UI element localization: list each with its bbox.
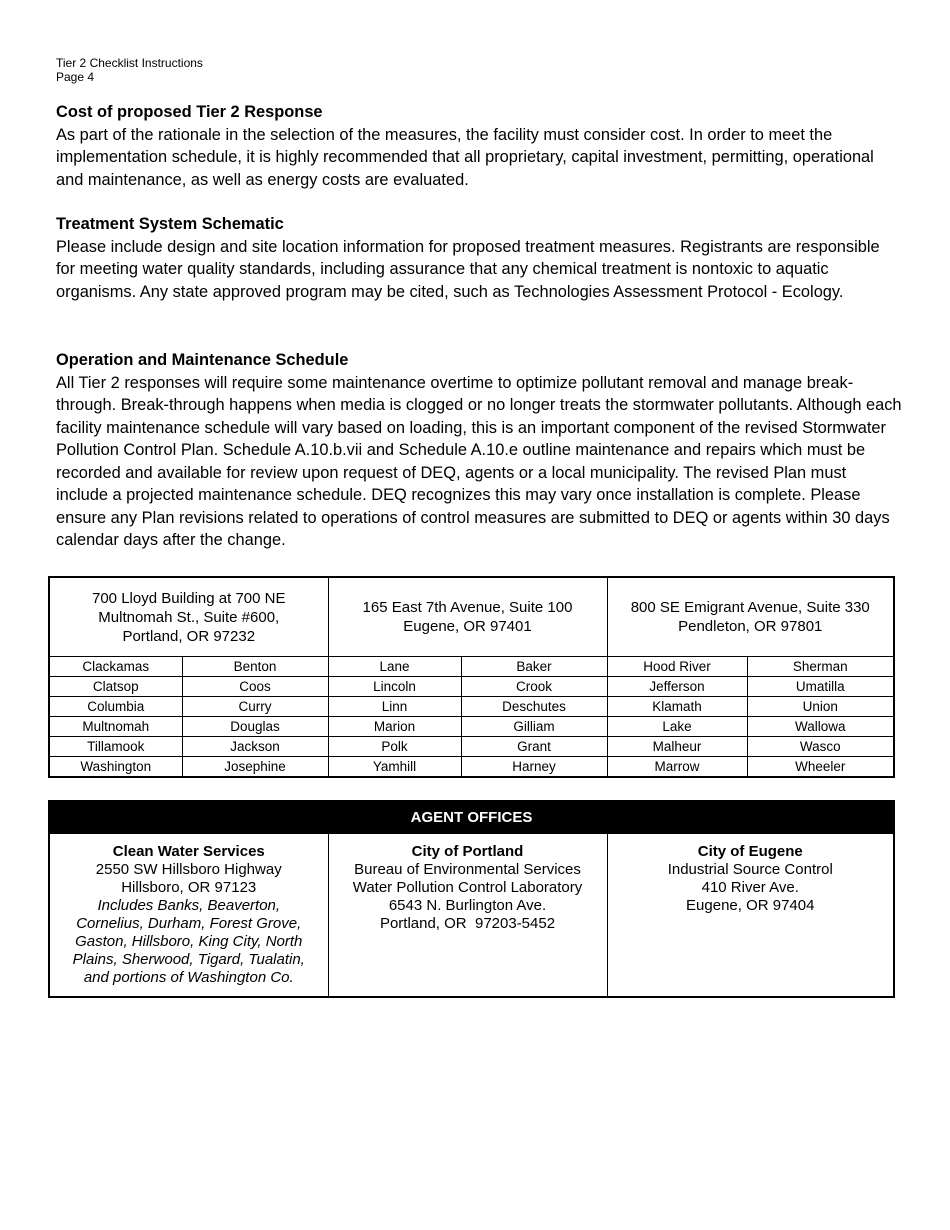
county-cell: Lincoln — [328, 677, 461, 697]
county-cell: Curry — [182, 697, 328, 717]
agent-office-note: Plains, Sherwood, Tigard, Tualatin, — [72, 951, 305, 968]
header-page-number: Page 4 — [56, 70, 95, 84]
county-cell: Jackson — [182, 737, 328, 757]
agent-office-name: City of Portland — [411, 843, 524, 860]
county-cell: Union — [747, 697, 894, 717]
county-cell: Jefferson — [607, 677, 747, 697]
county-cell: Hood River — [607, 657, 747, 677]
agent-office-line: 2550 SW Hillsboro Highway — [95, 861, 282, 878]
county-cell: Josephine — [182, 757, 328, 778]
county-cell: Baker — [461, 657, 607, 677]
county-cell: Wheeler — [747, 757, 894, 778]
county-cell: Harney — [461, 757, 607, 778]
county-cell: Coos — [182, 677, 328, 697]
agent-office-line: Industrial Source Control — [667, 861, 833, 878]
agent-office-clean-water-services — [49, 834, 328, 997]
section-title: Cost of proposed Tier 2 Response — [56, 103, 323, 121]
agent-office-line: Eugene, OR 97404 — [686, 897, 815, 914]
office-address-portland: 700 Lloyd Building at 700 NE Multnomah St., Suite #600, Portland, OR 97232 — [49, 577, 328, 657]
section-body: Please include design and site location information for proposed treatment measures. Registrants are responsible for meeting water quality standards, including assurance that any chemical treatment is nontoxic to aquatic organisms. Any state approved program may be cited, such as Technologies Assessment Protocol - Ecology. — [56, 237, 880, 301]
section-title: Treatment System Schematic — [56, 215, 284, 233]
county-cell: Clackamas — [49, 657, 182, 677]
county-cell: Marion — [328, 717, 461, 737]
page-header — [56, 56, 203, 84]
deq-regions-table — [48, 576, 895, 778]
table-row — [49, 757, 894, 778]
county-cell: Klamath — [607, 697, 747, 717]
county-cell: Malheur — [607, 737, 747, 757]
agent-office-line: Water Pollution Control Laboratory — [352, 879, 583, 896]
county-cell: Deschutes — [461, 697, 607, 717]
county-cell: Umatilla — [747, 677, 894, 697]
agent-office-note: Includes Banks, Beaverton, — [97, 897, 281, 914]
county-cell: Wallowa — [747, 717, 894, 737]
county-cell: Yamhill — [328, 757, 461, 778]
agent-offices-table — [48, 800, 895, 998]
county-cell: Polk — [328, 737, 461, 757]
agent-office-city-of-portland — [328, 834, 607, 997]
county-cell: Gilliam — [461, 717, 607, 737]
county-cell: Clatsop — [49, 677, 182, 697]
county-cell: Linn — [328, 697, 461, 717]
county-cell: Washington — [49, 757, 182, 778]
county-cell: Grant — [461, 737, 607, 757]
agent-office-name: City of Eugene — [697, 843, 803, 860]
office-address-eugene: 165 East 7th Avenue, Suite 100 Eugene, OR 97401 — [328, 577, 607, 657]
county-cell: Wasco — [747, 737, 894, 757]
agent-office-city-of-eugene — [607, 834, 894, 997]
section-title: Operation and Maintenance Schedule — [56, 351, 349, 369]
address-row — [49, 577, 894, 657]
table-row — [49, 657, 894, 677]
agent-office-note: Cornelius, Durham, Forest Grove, — [76, 915, 302, 932]
county-cell: Crook — [461, 677, 607, 697]
section-schematic — [56, 213, 902, 303]
section-body: As part of the rationale in the selection of the measures, the facility must consider cost. In order to meet the implementation schedule, it is highly recommended that all proprietary, capital investment, permitting, operational and maintenance, as well as energy costs are evaluated. — [56, 125, 874, 189]
county-cell: Lake — [607, 717, 747, 737]
section-maintenance — [56, 349, 902, 552]
agent-offices-heading: AGENT OFFICES — [49, 801, 894, 834]
table-row — [49, 717, 894, 737]
section-cost — [56, 101, 902, 191]
agent-office-line: 6543 N. Burlington Ave. — [388, 897, 547, 914]
agent-office-name: Clean Water Services — [112, 843, 265, 860]
county-cell: Lane — [328, 657, 461, 677]
section-body: All Tier 2 responses will require some maintenance overtime to optimize pollutant removal and manage break-through. Break-through happens when media is clogged or no longer treats the stormwater pollutants. Although each facility maintenance schedule will vary based on loading, this is an important component of the revised Stormwater Pollution Control Plan. Schedule A.10.b.vii and Schedule A.10.e outline maintenance and repairs which must be recorded and available for review upon request of DEQ, agents or a local municipality. The revised Plan must include a projected maintenance schedule. DEQ recognizes this may vary once installation is complete. Please ensure any Plan revisions related to operations of control measures are submitted to DEQ or agents within 30 days calendar days after the change. — [56, 373, 902, 549]
agent-office-note: and portions of Washington Co. — [83, 969, 294, 986]
county-cell: Douglas — [182, 717, 328, 737]
office-address-pendleton: 800 SE Emigrant Avenue, Suite 330 Pendleton, OR 97801 — [607, 577, 894, 657]
table-row — [49, 677, 894, 697]
county-cell: Benton — [182, 657, 328, 677]
county-cell: Marrow — [607, 757, 747, 778]
county-cell: Tillamook — [49, 737, 182, 757]
header-doc-title: Tier 2 Checklist Instructions — [56, 56, 203, 70]
table-row — [49, 697, 894, 717]
agent-office-line: Bureau of Environmental Services — [354, 861, 581, 878]
agent-office-line: Portland, OR 97203-5452 — [379, 915, 556, 932]
table-row — [49, 737, 894, 757]
agent-office-note: Gaston, Hillsboro, King City, North — [75, 933, 303, 950]
county-cell: Sherman — [747, 657, 894, 677]
agent-office-line: 410 River Ave. — [701, 879, 799, 896]
county-cell: Columbia — [49, 697, 182, 717]
agent-office-line: Hillsboro, OR 97123 — [121, 879, 257, 896]
county-cell: Multnomah — [49, 717, 182, 737]
